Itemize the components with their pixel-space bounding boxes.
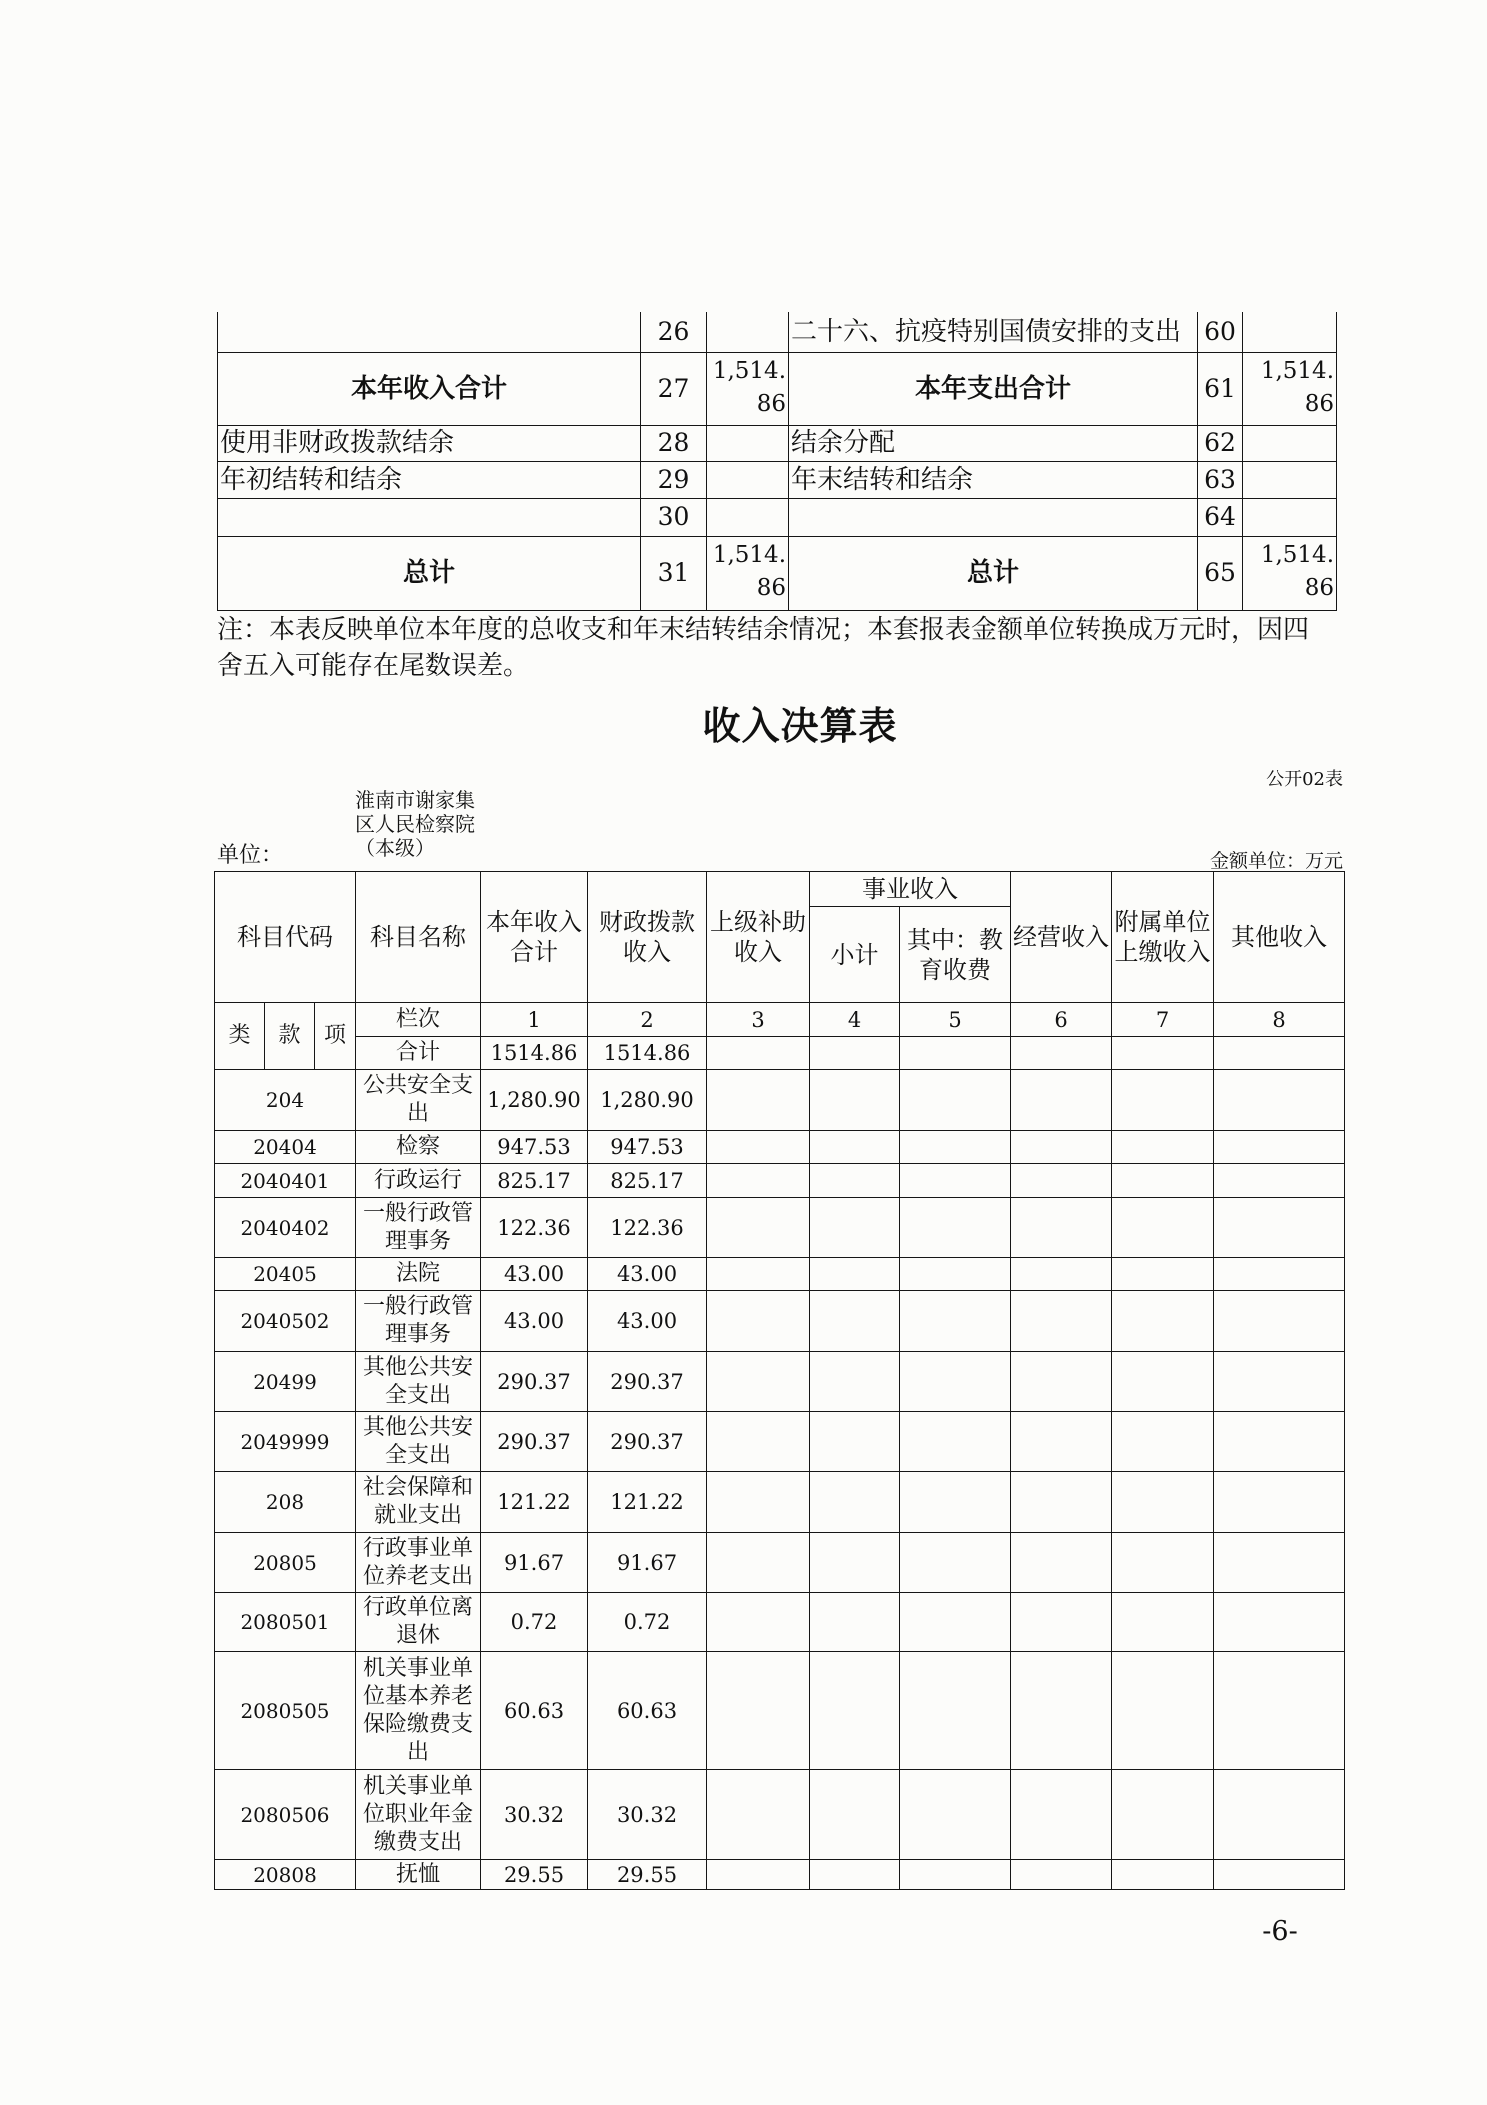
table-row [215,1291,1345,1352]
empty-cell [1112,1770,1214,1860]
empty-cell [1112,1164,1214,1198]
subject-name: 一般行政管理事务 [356,1198,481,1258]
empty-cell [707,1533,810,1593]
total-income-value: 30.32 [481,1770,588,1860]
empty-cell [707,1198,810,1258]
summary-left-label: 年初结转和结余 [218,461,641,498]
summary-left-line: 30 [641,498,707,536]
table-row [215,1070,1345,1131]
header-category: 类 [215,1003,265,1070]
empty-cell [1011,1412,1112,1472]
line-number: 5 [900,1003,1011,1037]
empty-cell [707,1352,810,1412]
subject-name: 机关事业单位基本养老保险缴费支出 [356,1652,481,1770]
summary-left-value [707,461,789,498]
line-number: 7 [1112,1003,1214,1037]
summary-row [218,312,1337,352]
empty-cell [1011,1472,1112,1533]
total-income-value: 947.53 [481,1131,588,1164]
page-number: -6- [1262,1916,1298,1947]
total-income-value: 290.37 [481,1412,588,1472]
total-income-value: 91.67 [481,1533,588,1593]
empty-cell [1214,1860,1345,1890]
empty-cell [1112,1412,1214,1472]
empty-cell [1112,1291,1214,1352]
empty-cell [1112,1037,1214,1070]
empty-cell [900,1472,1011,1533]
unit-label: 单位： [217,843,284,868]
header-other-income: 其他收入 [1214,872,1345,1003]
subject-name: 公共安全支出 [356,1070,481,1131]
empty-cell [707,1164,810,1198]
subject-name: 行政运行 [356,1164,481,1198]
empty-cell [900,1070,1011,1131]
empty-cell [1214,1412,1345,1472]
fiscal-value: 60.63 [588,1652,707,1770]
empty-cell [1214,1652,1345,1770]
summary-right-line: 62 [1198,425,1243,461]
summary-right-value [1243,461,1337,498]
summary-row [218,498,1337,536]
empty-cell [900,1131,1011,1164]
empty-cell [900,1533,1011,1593]
total-income-value: 60.63 [481,1652,588,1770]
summary-left-line: 28 [641,425,707,461]
empty-cell [1011,1860,1112,1890]
table-row [215,1198,1345,1258]
empty-cell [1214,1770,1345,1860]
table-row [215,1593,1345,1652]
empty-cell [1112,1860,1214,1890]
summary-right-line: 60 [1198,312,1243,352]
empty-cell [1011,1352,1112,1412]
summary-row [218,352,1337,425]
empty-cell [707,1472,810,1533]
table-row [215,1770,1345,1860]
income-table [214,871,1345,1890]
summary-row [218,461,1337,498]
total-income-value: 121.22 [481,1472,588,1533]
empty-cell [1214,1070,1345,1131]
table-row [215,1258,1345,1291]
empty-cell [810,1533,900,1593]
empty-cell [1214,1198,1345,1258]
fiscal-value: 43.00 [588,1291,707,1352]
header-business-income: 事业收入 [810,872,1011,907]
empty-cell [1112,1533,1214,1593]
summary-right-line: 64 [1198,498,1243,536]
line-number: 4 [810,1003,900,1037]
empty-cell [1011,1258,1112,1291]
empty-cell [1214,1533,1345,1593]
subject-code: 2040502 [215,1291,356,1352]
table-row [215,1131,1345,1164]
empty-cell [707,1770,810,1860]
empty-cell [707,1291,810,1352]
summary-left-line: 31 [641,536,707,610]
line-number-row [215,1003,1345,1037]
subject-code: 2080505 [215,1652,356,1770]
header-education-fees: 其中：教育收费 [900,907,1011,1003]
empty-cell [900,1198,1011,1258]
empty-cell [707,1258,810,1291]
header-superior-subsidy: 上级补助收入 [707,872,810,1003]
empty-cell [1214,1131,1345,1164]
summary-left-label: 本年收入合计 [218,352,641,425]
header-section: 款 [265,1003,315,1070]
empty-cell [900,1593,1011,1652]
empty-cell [1214,1037,1345,1070]
empty-cell [1214,1593,1345,1652]
empty-cell [900,1291,1011,1352]
summary-right-value [1243,498,1337,536]
subject-code: 2040402 [215,1198,356,1258]
fiscal-value: 43.00 [588,1258,707,1291]
empty-cell [810,1258,900,1291]
empty-cell [1214,1352,1345,1412]
empty-cell [1011,1037,1112,1070]
subject-code: 2049999 [215,1412,356,1472]
empty-cell [900,1860,1011,1890]
summary-left-line: 29 [641,461,707,498]
subject-code: 20405 [215,1258,356,1291]
header-operating-income: 经营收入 [1011,872,1112,1003]
subject-name: 其他公共安全支出 [356,1352,481,1412]
empty-cell [707,1652,810,1770]
fiscal-value: 91.67 [588,1533,707,1593]
fiscal-value: 1,280.90 [588,1070,707,1131]
subject-code: 204 [215,1070,356,1131]
fiscal-value: 947.53 [588,1131,707,1164]
empty-cell [1011,1131,1112,1164]
line-number: 1 [481,1003,588,1037]
header-total-income: 本年收入合计 [481,872,588,1003]
total-income-value: 1,280.90 [481,1070,588,1131]
header-line-label: 栏次 [356,1003,481,1037]
subject-name: 行政单位离退休 [356,1593,481,1652]
empty-cell [1011,1164,1112,1198]
total-income-value: 122.36 [481,1198,588,1258]
summary-left-line: 27 [641,352,707,425]
empty-cell [810,1070,900,1131]
empty-cell [1011,1593,1112,1652]
table-row [215,1352,1345,1412]
empty-cell [707,1412,810,1472]
empty-cell [900,1652,1011,1770]
total-income-value: 43.00 [481,1291,588,1352]
unit-name: 淮南市谢家集区人民检察院（本级） [355,788,475,860]
subject-code: 208 [215,1472,356,1533]
empty-cell [1112,1131,1214,1164]
empty-cell [1112,1352,1214,1412]
empty-cell [900,1412,1011,1472]
summary-right-value [1243,312,1337,352]
summary-right-line: 61 [1198,352,1243,425]
empty-cell [810,1352,900,1412]
subject-code: 20499 [215,1352,356,1412]
line-number: 6 [1011,1003,1112,1037]
header-fiscal-appropriation: 财政拨款收入 [588,872,707,1003]
empty-cell [707,1037,810,1070]
subject-name: 其他公共安全支出 [356,1412,481,1472]
line-number: 3 [707,1003,810,1037]
total-row [215,1037,1345,1070]
empty-cell [1112,1070,1214,1131]
fiscal-value: 290.37 [588,1412,707,1472]
empty-cell [1214,1164,1345,1198]
empty-cell [900,1770,1011,1860]
empty-cell [900,1352,1011,1412]
summary-right-value: 1,514.86 [1243,352,1337,425]
empty-cell [1112,1198,1214,1258]
line-number: 8 [1214,1003,1345,1037]
empty-cell [810,1164,900,1198]
empty-cell [707,1593,810,1652]
fiscal-value: 29.55 [588,1860,707,1890]
table-note: 注：本表反映单位本年度的总收支和年末结转结余情况；本套报表金额单位转换成万元时，因四舍五入可能存在尾数误差。 [217,615,1310,681]
empty-cell [1214,1258,1345,1291]
total-label: 合计 [356,1037,481,1070]
empty-cell [810,1652,900,1770]
empty-cell [1011,1070,1112,1131]
summary-row [218,536,1337,610]
empty-cell [900,1037,1011,1070]
form-code: 公开02表 [1266,769,1343,790]
page-title: 收入决算表 [702,703,898,748]
empty-cell [810,1412,900,1472]
summary-right-line: 65 [1198,536,1243,610]
empty-cell [1011,1770,1112,1860]
table-row [215,1412,1345,1472]
empty-cell [1011,1533,1112,1593]
total-income-value: 0.72 [481,1593,588,1652]
total-income-value: 29.55 [481,1860,588,1890]
empty-cell [1214,1291,1345,1352]
summary-row [218,425,1337,461]
table-row [215,1533,1345,1593]
summary-right-label: 结余分配 [789,425,1198,461]
fiscal-value: 122.36 [588,1198,707,1258]
summary-left-label [218,498,641,536]
header-subject-code: 科目代码 [215,872,356,1003]
fiscal-value: 825.17 [588,1164,707,1198]
summary-right-label [789,498,1198,536]
summary-right-value [1243,425,1337,461]
header-affiliated-income: 附属单位上缴收入 [1112,872,1214,1003]
summary-table [217,312,1337,611]
summary-left-value [707,498,789,536]
header-subject-name: 科目名称 [356,872,481,1003]
summary-left-label: 总计 [218,536,641,610]
table-row [215,1652,1345,1770]
fiscal-value: 30.32 [588,1770,707,1860]
empty-cell [1112,1652,1214,1770]
empty-cell [810,1198,900,1258]
fiscal-value: 0.72 [588,1593,707,1652]
summary-left-value: 1,514.86 [707,536,789,610]
total-income-value: 825.17 [481,1164,588,1198]
subject-name: 一般行政管理事务 [356,1291,481,1352]
fiscal-value: 121.22 [588,1472,707,1533]
empty-cell [1112,1258,1214,1291]
empty-cell [1011,1291,1112,1352]
summary-left-value: 1,514.86 [707,352,789,425]
summary-right-label: 二十六、抗疫特别国债安排的支出 [789,312,1198,352]
summary-left-label [218,312,641,352]
empty-cell [810,1860,900,1890]
empty-cell [810,1770,900,1860]
summary-left-label: 使用非财政拨款结余 [218,425,641,461]
table-row [215,1164,1345,1198]
empty-cell [1214,1472,1345,1533]
amount-unit: 金额单位：万元 [1209,850,1343,872]
empty-cell [707,1860,810,1890]
empty-cell [900,1164,1011,1198]
total-income-value: 290.37 [481,1352,588,1412]
header-business-subtotal: 小计 [810,907,900,1003]
total-income-value: 1514.86 [481,1037,588,1070]
subject-code: 2080501 [215,1593,356,1652]
empty-cell [810,1291,900,1352]
summary-left-value [707,425,789,461]
summary-right-line: 63 [1198,461,1243,498]
table-row [215,1472,1345,1533]
fiscal-value: 290.37 [588,1352,707,1412]
total-fiscal-value: 1514.86 [588,1037,707,1070]
summary-right-label: 总计 [789,536,1198,610]
subject-name: 机关事业单位职业年金缴费支出 [356,1770,481,1860]
header-item: 项 [315,1003,356,1070]
empty-cell [810,1037,900,1070]
subject-code: 2080506 [215,1770,356,1860]
summary-left-line: 26 [641,312,707,352]
summary-right-value: 1,514.86 [1243,536,1337,610]
subject-name: 抚恤 [356,1860,481,1890]
table-row [215,1860,1345,1890]
subject-name: 社会保障和就业支出 [356,1472,481,1533]
line-number: 2 [588,1003,707,1037]
empty-cell [1011,1652,1112,1770]
subject-name: 行政事业单位养老支出 [356,1533,481,1593]
total-income-value: 43.00 [481,1258,588,1291]
summary-right-label: 年末结转和结余 [789,461,1198,498]
empty-cell [810,1131,900,1164]
empty-cell [707,1131,810,1164]
empty-cell [1011,1198,1112,1258]
empty-cell [707,1070,810,1131]
summary-right-label: 本年支出合计 [789,352,1198,425]
subject-code: 20404 [215,1131,356,1164]
header-row [215,872,1345,907]
empty-cell [810,1593,900,1652]
empty-cell [810,1472,900,1533]
subject-name: 检察 [356,1131,481,1164]
summary-left-value [707,312,789,352]
subject-name: 法院 [356,1258,481,1291]
empty-cell [1112,1472,1214,1533]
subject-code: 20808 [215,1860,356,1890]
empty-cell [1112,1593,1214,1652]
empty-cell [900,1258,1011,1291]
subject-code: 20805 [215,1533,356,1593]
subject-code: 2040401 [215,1164,356,1198]
